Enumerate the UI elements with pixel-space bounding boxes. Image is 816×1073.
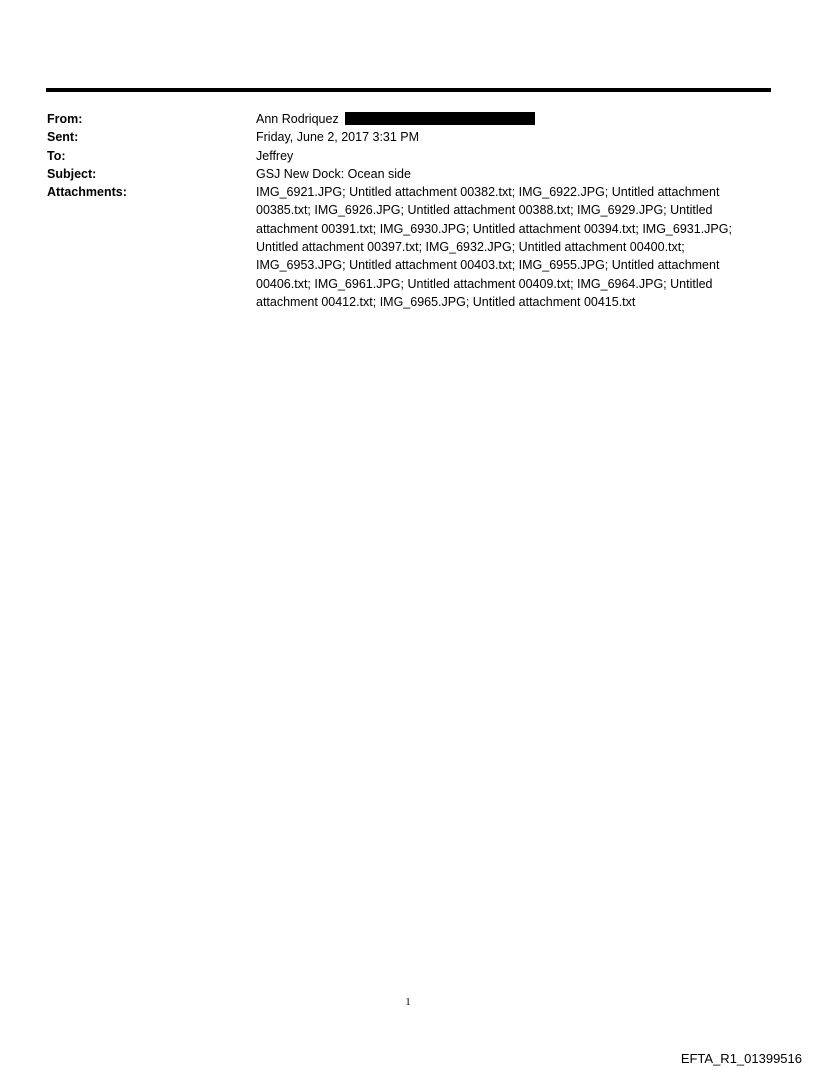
bates-number: EFTA_R1_01399516 — [680, 1051, 802, 1066]
to-label: To: — [47, 148, 66, 163]
subject-label: Subject: — [47, 166, 97, 181]
from-row — [47, 110, 767, 128]
from-label: From: — [47, 112, 83, 126]
page-number: 1 — [405, 996, 411, 1008]
from-value — [256, 110, 767, 128]
subject-value: GSJ New Dock: Ocean side — [256, 166, 411, 181]
attachments-value: IMG_6921.JPG; Untitled attachment 00382.txt; IMG_6922.JPG; Untitled attachment 00385.txt; IMG_6926.JPG; Untitled attachment 00388.txt; IMG_6929.JPG; Untitled attachment 00391.txt; IMG_6930.JPG; Untitled attachment 00394.txt; IMG_6931.JPG; Untitled attachment 00397.txt; IMG_6932.JPG; Untitled attachment 00400.txt; IMG_6953.JPG; Untitled attachment 00403.txt; IMG_6955.JPG; Untitled attachment 00406.txt; IMG_6961.JPG; Untitled attachment 00409.txt; IMG_6964.JPG; Untitled attachment 00412.txt; IMG_6965.JPG; Untitled attachment 00415.txt — [256, 185, 732, 309]
sent-row — [47, 128, 767, 146]
attachments-label: Attachments: — [47, 185, 127, 200]
subject-row — [47, 165, 767, 183]
redaction-box — [345, 112, 535, 125]
sent-value: Friday, June 2, 2017 3:31 PM — [256, 130, 420, 145]
to-row — [47, 147, 767, 165]
header-divider — [46, 88, 771, 92]
to-value: Jeffrey — [256, 148, 294, 163]
email-header — [47, 110, 767, 311]
sender-name: Ann Rodriquez — [256, 112, 339, 126]
attachments-row — [47, 183, 767, 311]
sent-label: Sent: — [47, 130, 79, 145]
